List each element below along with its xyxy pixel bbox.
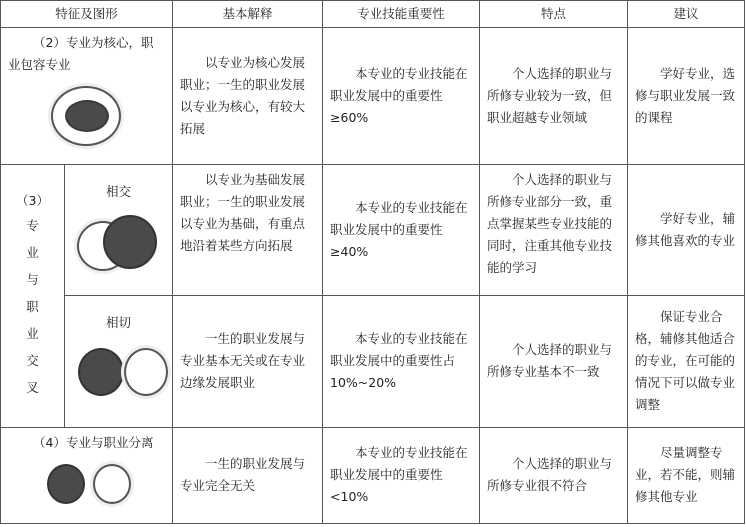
explanation-cell: 一生的职业发展与专业基本无关或在专业边缘发展职业 xyxy=(173,296,323,428)
importance-cell: 本专业的专业技能在职业发展中的重要性≥40% xyxy=(323,164,480,296)
importance-cell: 本专业的专业技能在职业发展中的重要性占10%~20% xyxy=(323,296,480,428)
career-circle xyxy=(93,464,131,504)
major-inner-ellipse xyxy=(65,100,109,132)
advice-cell: 尽量调整专业，若不能，则辅修其他专业 xyxy=(628,427,745,523)
row-label-cell xyxy=(1,28,173,165)
career-circle xyxy=(124,348,168,396)
header-importance: 专业技能重要性 xyxy=(323,1,480,28)
group-label-vertical xyxy=(3,212,62,401)
table-row xyxy=(1,164,745,296)
major-circle xyxy=(47,464,85,504)
feature-cell: 个人选择的职业与所修专业部分一致，重点掌握某些专业技能的同时，注重其他专业技能的学习 xyxy=(480,164,628,296)
nested-circles-icon xyxy=(47,84,127,150)
row-label-cell xyxy=(1,427,173,523)
explanation-cell: 以专业为核心发展职业；一生的职业发展以专业为核心，有较大拓展 xyxy=(173,28,323,165)
sublabel: 相切 xyxy=(106,315,132,331)
advice-cell: 学好专业，选修与职业发展一致的课程 xyxy=(628,28,745,165)
header-features: 特点 xyxy=(480,1,628,28)
group-char: 与 xyxy=(26,272,39,288)
group-char: 职 xyxy=(26,299,39,315)
table-row xyxy=(1,296,745,428)
separate-circles-icon xyxy=(37,462,137,512)
tangent-circles-icon xyxy=(72,346,172,400)
group-label-cell xyxy=(1,164,65,427)
major-circle xyxy=(103,215,157,269)
table-row xyxy=(1,28,745,165)
sublabel: 相交 xyxy=(106,183,132,199)
feature-cell: 个人选择的职业与所修专业基本不一致 xyxy=(480,296,628,428)
header-feature-figure: 特征及图形 xyxy=(1,1,173,28)
group-char: 业 xyxy=(26,326,39,342)
row-label: （2）专业为核心，职业包容专业 xyxy=(8,35,154,73)
importance-cell: 本专业的专业技能在职业发展中的重要性≥60% xyxy=(323,28,480,165)
table-header-row xyxy=(1,1,745,28)
header-explanation: 基本解释 xyxy=(173,1,323,28)
group-char: 专 xyxy=(26,218,39,234)
table-row xyxy=(1,427,745,523)
explanation-cell: 以专业为基础发展职业；一生的职业发展以专业为基础，有重点地沿着某些方向拓展 xyxy=(173,164,323,296)
row-label: （4）专业与职业分离 xyxy=(33,434,154,450)
sublabel-cell xyxy=(65,296,173,428)
explanation-cell: 一生的职业发展与专业完全无关 xyxy=(173,427,323,523)
importance-cell: 本专业的专业技能在职业发展中的重要性<10% xyxy=(323,427,480,523)
intersecting-circles-icon xyxy=(75,215,163,275)
group-char: 叉 xyxy=(26,380,39,396)
header-advice: 建议 xyxy=(628,1,745,28)
feature-cell: 个人选择的职业与所修专业较为一致，但职业超越专业领域 xyxy=(480,28,628,165)
group-number: （3） xyxy=(16,193,49,209)
group-char: 交 xyxy=(26,353,39,369)
major-circle xyxy=(78,348,124,396)
feature-cell: 个人选择的职业与所修专业很不符合 xyxy=(480,427,628,523)
advice-cell: 保证专业合格，辅修其他适合的专业，在可能的情况下可以做专业调整 xyxy=(628,296,745,428)
sublabel-cell xyxy=(65,164,173,296)
advice-cell: 学好专业，辅修其他喜欢的专业 xyxy=(628,164,745,296)
group-char: 业 xyxy=(26,245,39,261)
